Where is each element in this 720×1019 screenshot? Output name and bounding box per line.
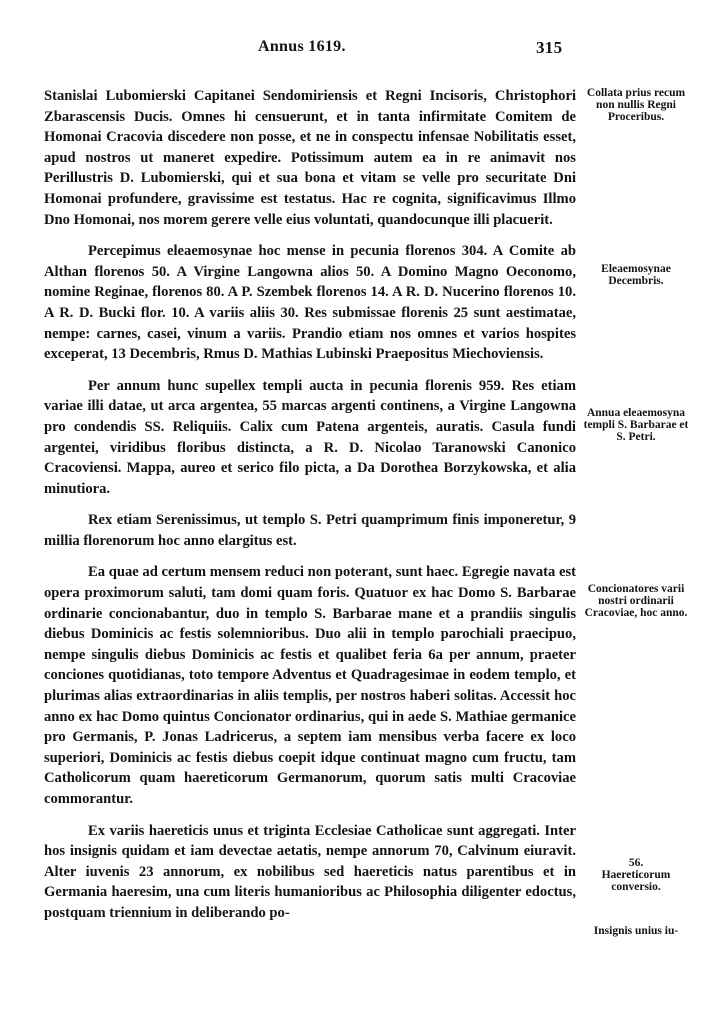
margin-note-concionatores: Concionatores varii nostri ordinarii Cracoviae, hoc anno. bbox=[584, 583, 688, 619]
paragraph-6: Ex variis haereticis unus et triginta Ecclesiae Catholicae sunt aggregati. Inter hos insignis quidam et iam devectae aetatis, nempe annorum 70, Calvinum eiuravit. Alter iuvenis 23 annorum, ex nobilibus sed haereticis natus parentibus et in Germania haeresim, una cum literis humanioribus ac Philosophia diligenter edoctus, postquam triennium in deliberando po- bbox=[44, 822, 576, 921]
page-header bbox=[0, 38, 720, 60]
page-number: 315 bbox=[536, 38, 563, 57]
margin-note-eleaemosynae: Eleaemosynae Decembris. bbox=[601, 263, 671, 287]
paragraph-4: Rex etiam Serenissimus, ut templo S. Petri quamprimum finis imponeretur, 9 millia florenorum hoc anno elargitus est. bbox=[44, 512, 576, 549]
paragraph-5: Ea quae ad certum mensem reduci non poterant, sunt haec. Egregie navata est opera proximorum saluti, tam domi quam foris. Quatuor ex hac Domo S. Barbarae ordinarie concionabantur, duo in templo S. Barbarae mane et a prandiis singulis diebus Dominicis ac festis solemnioribus. Duo alii in templo parochiali praecipuo, nempe singulis diebus Dominicis ac festis et qualibet feria 6a per annum, praeter conciones quotidianas, toto tempore Adventus et Quadragesimae in eodem templo, et plurimas alias extraordinarias in aliis templis, per nostros haberi solitas. Accessit hoc anno ex hac Domo quintus Concionator ordinarius, qui in aede S. Mathiae germanice pro Germanis, P. Jonas Ladricerus, a septem iam mensibus verba facere ex loco superiori, Dominicis ac festis diebus coepit idque continuat magno cum fructu, tam Catholicorum quam haereticorum Germanorum, quorum satis multi Cracoviae commorantur. bbox=[44, 564, 576, 807]
margin-note-annua: Annua eleaemosyna templi S. Barbarae et S. Petri. bbox=[583, 407, 689, 443]
margin-note-number: 56. bbox=[628, 857, 644, 869]
paragraph-1: Stanislai Lubomierski Capitanei Sendomiriensis et Regni Incisoris, Christophori Zbarascensis Ducis. Omnes hi censuerunt, et in tanta infirmitate Comitem de Homonai Cracovia discedere non posse, et ne in conspectu infensae Nobilitatis esset, apud nostros ut maneret expedire. Potissimum autem ea in re animavit nos Perillustris D. Lubomierski, qui et sua bona et vitam se velle pro securitate Dni Homonai profundere, gravissime est testatus. Hac re cognita, significavimus Illmo Dno Homonai, nos morem gerere velle eius voluntati, quandocunque illi placuerit. bbox=[44, 88, 576, 228]
margin-note-collata: Collata prius recum non nullis Regni Proceribus. bbox=[586, 87, 686, 123]
margin-note-conversio: 56. Haereticorum conversio. bbox=[580, 858, 692, 893]
paragraph-3: Per annum hunc supellex templi aucta in pecunia florenis 959. Res etiam variae illi datae, ut arca argentea, 55 marcas argenti continens, a Virgine Langowna pro condendis SS. Reliquiis. Calix cum Patena argenteis, auratis. Casula fundi argentei, viridibus floribus distincta, a R. D. Nicolao Taranowski Canonico Cracoviensi. Mappa, aureo et serico filo picta, a Da Dorothea Borzykowska, et alia minutiora. bbox=[44, 377, 576, 497]
main-text bbox=[44, 86, 576, 935]
running-title: Annus 1619. bbox=[258, 38, 346, 55]
paragraph-2: Percepimus eleaemosynae hoc mense in pecunia florenos 304. A Comite ab Althan florenos 50. A Virgine Langowna alios 50. A Domino Magno Oeconomo, nomine Reginae, florenos 80. A P. Szembek florenos 14. A R. D. Nucerino florenos 10. A R. D. Bucki flor. 10. A variis aliis 30. Res submissae florenis 25 sunt aestimatae, nempe: carnes, casei, vinum a variis. Prandio etiam nos omnes et varios hospites exceperat, 13 Decembris, Rmus D. Mathias Lubinski Praepositus Miechoviensis. bbox=[44, 243, 576, 363]
margin-note-insignis: Insignis unius iu- bbox=[593, 925, 679, 937]
